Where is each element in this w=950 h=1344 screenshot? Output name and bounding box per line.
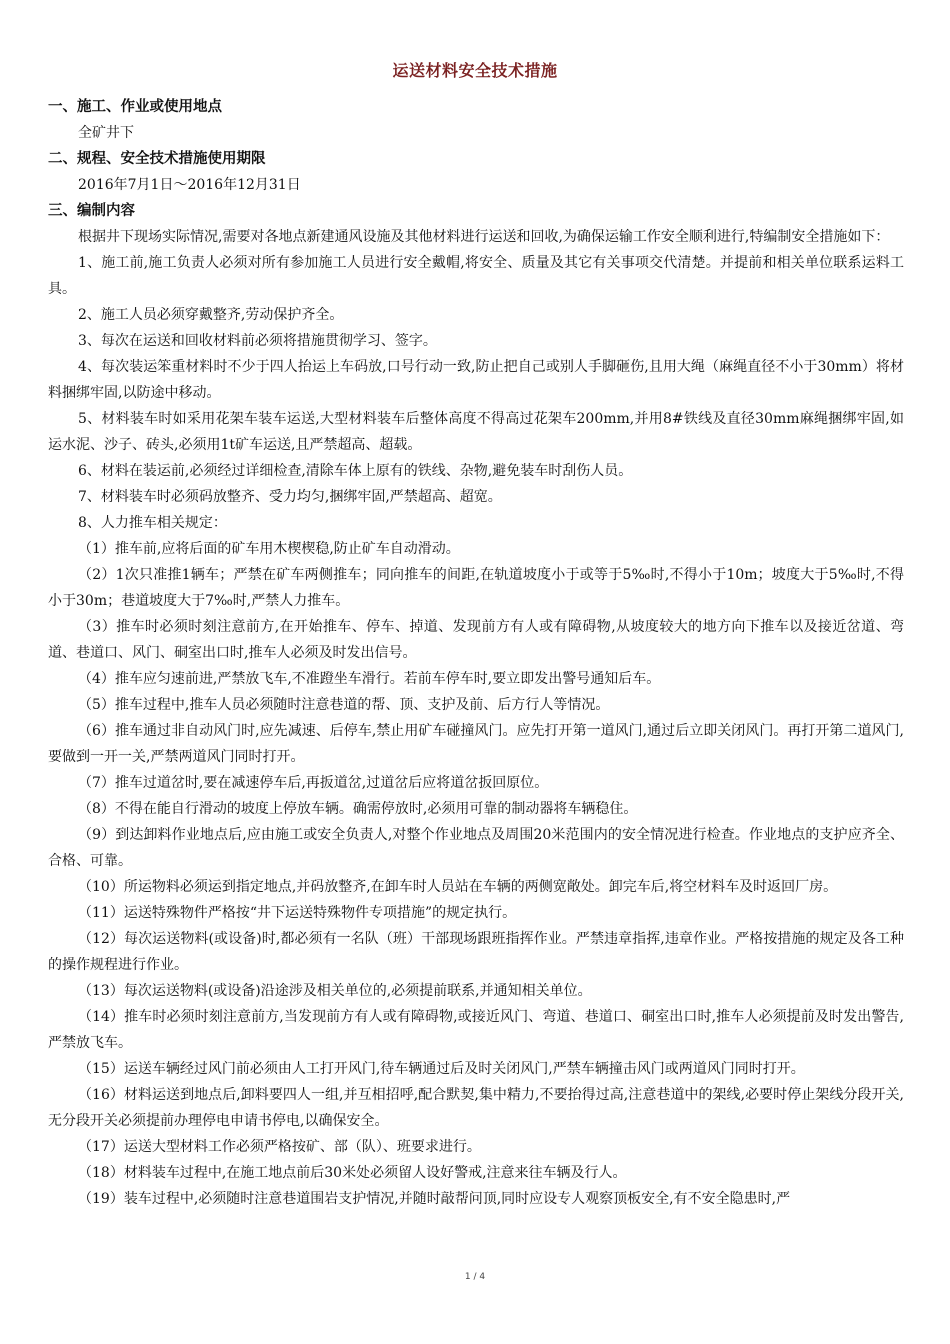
section-heading-period: 二、规程、安全技术措施使用期限 — [48, 151, 266, 167]
section-body-location: 全矿井下 — [78, 125, 134, 141]
rule-item: （18）材料装车过程中,在施工地点前后30米处必须留人设好警戒,注意来往车辆及行人。 — [78, 1165, 627, 1181]
rule-item: （15）运送车辆经过风门前必须由人工打开风门,待车辆通过后及时关闭风门,严禁车辆撞击风门或两道风门同时打开。 — [78, 1061, 805, 1077]
section-body-intro: 根据井下现场实际情况,需要对各地点新建通风设施及其他材料进行运送和回收,为确保运输工作安全顺利进行,特编制安全措施如下： — [78, 229, 890, 245]
list-item: 4、每次装运笨重材料时不少于四人抬运上车码放,口号行动一致,防止把自己或别人手脚砸伤,且用大绳（麻绳直径不小于30mm）将材料捆绑牢固,以防途中移动。 — [48, 359, 904, 401]
rule-item: （14）推车时必须时刻注意前方,当发现前方有人或有障碍物,或接近风门、弯道、巷道口、硐室出口时,推车人必须提前及时发出警告,严禁放飞车。 — [48, 1009, 904, 1051]
document-title: 运送材料安全技术措施 — [392, 61, 558, 80]
list-item: 7、材料装车时必须码放整齐、受力均匀,捆绑牢固,严禁超高、超宽。 — [78, 489, 502, 505]
rule-item: （7）推车过道岔时,要在减速停车后,再扳道岔,过道岔后应将道岔扳回原位。 — [78, 775, 549, 791]
list-item: 8、人力推车相关规定： — [78, 515, 227, 531]
rule-item: （9）到达卸料作业地点后,应由施工或安全负责人,对整个作业地点及周围20米范围内的安全情况进行检查。作业地点的支护应齐全、合格、可靠。 — [48, 827, 904, 869]
rule-item: （8）不得在能自行滑动的坡度上停放车辆。确需停放时,必须用可靠的制动器将车辆稳住。 — [78, 801, 638, 817]
rule-item: （3）推车时必须时刻注意前方,在开始推车、停车、掉道、发现前方有人或有障碍物,从坡度较大的地方向下推车以及接近岔道、弯道、巷道口、风门、硐室出口时,推车人必须及时发出信号。 — [48, 619, 904, 661]
rule-item: （13）每次运送物料(或设备)沿途涉及相关单位的,必须提前联系,并通知相关单位。 — [78, 983, 592, 999]
rule-item: （2）1次只准推1辆车；严禁在矿车两侧推车；同向推车的间距,在轨道坡度小于或等于5‰时,不得小于10m；坡度大于5‰时,不得小于30m；巷道坡度大于7‰时,严禁人力推车。 — [48, 567, 904, 609]
list-item: 5、材料装车时如采用花架车装车运送,大型材料装车后整体高度不得高过花架车200mm,并用8#铁线及直径30mm麻绳捆绑牢固,如运水泥、沙子、砖头,必须用1t矿车运送,且严禁超高、超载。 — [48, 411, 904, 453]
rule-item: （4）推车应匀速前进,严禁放飞车,不准蹬坐车滑行。若前车停车时,要立即发出警号通知后车。 — [78, 671, 661, 687]
rule-item: （12）每次运送物料(或设备)时,都必须有一名队（班）干部现场跟班指挥作业。严禁违章指挥,违章作业。严格按措施的规定及各工种的操作规程进行作业。 — [48, 931, 904, 973]
rule-item: （17）运送大型材料工作必须严格按矿、部（队）、班要求进行。 — [78, 1139, 481, 1155]
section-heading-content: 三、编制内容 — [48, 203, 135, 219]
list-item: 3、每次在运送和回收材料前必须将措施贯彻学习、签字。 — [78, 333, 437, 349]
list-item: 1、施工前,施工负责人必须对所有参加施工人员进行安全戴帽,将安全、质量及其它有关事项交代清楚。并提前和相关单位联系运料工具。 — [48, 255, 904, 297]
rule-item: （5）推车过程中,推车人员必须随时注意巷道的帮、顶、支护及前、后方行人等情况。 — [78, 697, 610, 713]
list-item: 6、材料在装运前,必须经过详细检查,清除车体上原有的铁线、杂物,避免装车时刮伤人员。 — [78, 463, 633, 479]
section-body-period: 2016年7月1日～2016年12月31日 — [78, 177, 301, 193]
rule-item: （6）推车通过非自动风门时,应先减速、后停车,禁止用矿车碰撞风门。应先打开第一道风门,通过后立即关闭风门。再打开第二道风门,要做到一开一关,严禁两道风门同时打开。 — [48, 723, 904, 765]
page-number: 1 / 4 — [464, 1272, 486, 1282]
rule-item: （19）装车过程中,必须随时注意巷道围岩支护情况,并随时敲帮问顶,同时应设专人观察顶板安全,有不安全隐患时,严 — [78, 1191, 791, 1207]
rule-item: （16）材料运送到地点后,卸料要四人一组,并互相招呼,配合默契,集中精力,不要抬得过高,注意巷道中的架线,必要时停止架线分段开关,无分段开关必须提前办理停电申请书停电,以确保安全。 — [48, 1087, 904, 1129]
rule-item: （1）推车前,应将后面的矿车用木楔楔稳,防止矿车自动滑动。 — [78, 541, 460, 557]
rule-item: （11）运送特殊物件严格按“井下运送特殊物件专项措施”的规定执行。 — [78, 905, 517, 921]
rule-item: （10）所运物料必须运到指定地点,并码放整齐,在卸车时人员站在车辆的两侧宽敞处。卸完车后,将空材料车及时返回厂房。 — [78, 879, 838, 895]
section-heading-location: 一、施工、作业或使用地点 — [48, 99, 222, 115]
document-body — [48, 94, 904, 1212]
list-item: 2、施工人员必须穿戴整齐,劳动保护齐全。 — [78, 307, 344, 323]
